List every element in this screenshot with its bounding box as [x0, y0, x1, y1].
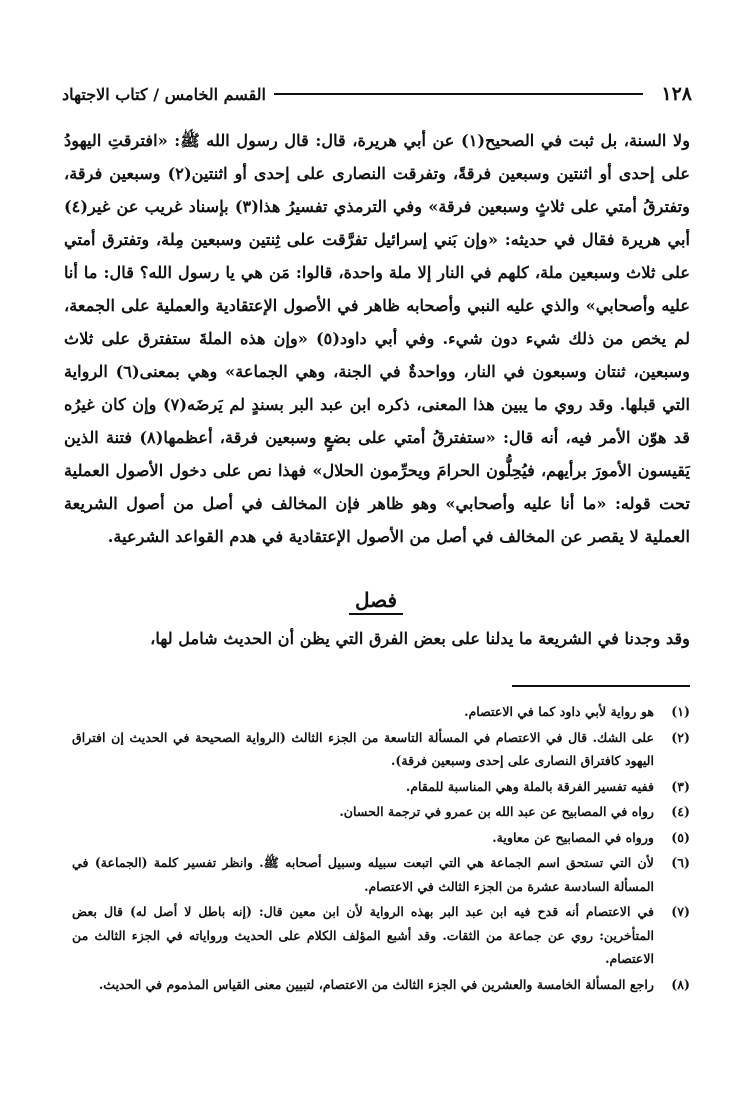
footnote-item — [72, 973, 690, 997]
running-title: القسم الخامس / كتاب الاجتهاد — [62, 84, 266, 104]
section-text: وقد وجدنا في الشريعة ما يدلنا على بعض الفرق التي يظن أن الحديث شامل لها، — [150, 629, 690, 648]
footnote-item — [72, 826, 690, 850]
section-heading — [0, 588, 752, 612]
page-header — [62, 78, 692, 110]
section-heading-text: فصل — [349, 588, 403, 615]
footnote-number: (٢) — [671, 729, 690, 745]
footnote-number: (٦) — [671, 855, 690, 870]
footnote-item — [72, 700, 690, 724]
footnote-number: (١) — [671, 704, 690, 719]
footnote-text: رواه في المصابيح عن عبد الله بن عمرو في ترجمة الحسان. — [339, 804, 654, 819]
footnote-number: (٨) — [671, 976, 690, 992]
footnote-text: ورواه في المصابيح عن معاوية. — [492, 829, 654, 845]
main-paragraph: ولا السنة، بل ثبت في الصحيح(١) عن أبي هريرة، قال: قال رسول الله ﷺ: «افترقتِ اليهودُ على إحدى أو اثنتين وسبعين فرقةً، وتفرقت النصارى على إحدى أو اثنتين(٢) وسبعين فرقة، وتفترقُ أمتي على ثلاثٍ وسبعين فرقة» وفي الترمذي تفسيرُ هذا(٣) بإسناد غريب عن غير(٤) أبي هريرة فقال في حديثه: «وإن بَني إسرائيل تفرَّقت على ثِنتين وسبعين مِلة، وتفترق أمتي على ثلاث وسبعين ملة، كلهم في النار إلا ملة واحدة، قالوا: مَن هي يا رسول الله؟ قال: ما أنا عليه وأصحابي» والذي عليه النبي وأصحابه ظاهر في الأصول الإعتقادية والعملية على الجمعة، لم يخص من ذلك شيء دون شيء. وفي أبي داود(٥) «وإن هذه الملةَ ستفترق على ثلاث وسبعين، ثنتان وسبعون في النار، وواحدةٌ في الجنة، وهي الجماعة» وهي بمعنى(٦) الرواية التي قبلها. وقد روي ما يبين هذا المعنى، ذكره ابن عبد البر بسندٍ لم يَرضَه(٧) وإن كان غيرُه قد هوّن الأمر فيه، أنه قال: «ستفترقُ أمتي على بضعٍ وسبعين فرقة، أعظمها(٨) فتنة الذين يَقيسون الأمورَ برأيهم، فيُحِلُّون الحرامَ ويحرِّمون الحلال» فهذا نص على دخول الأصول العملية تحت قوله: «ما أنا عليه وأصحابي» وهو ظاهر فإن المخالف في أصل من أصول الشريعة العملية لا يقصر عن المخالف في أصل من الأصول الإعتقادية في هدم القواعد الشرعية. — [64, 131, 691, 546]
footnote-number: (٧) — [671, 904, 690, 919]
footnote-text: لأن التي تستحق اسم الجماعة هي التي اتبعت سبيله وسبيل أصحابه ﷺ. وانظر تفسير كلمة (الجماعة) في المسألة السادسة عشرة من الجزء الثالث في الاعتصام. — [72, 855, 654, 894]
footnote-text: ففيه تفسير الفرقة بالملة وهي المناسبة للمقام. — [405, 778, 654, 794]
page-number: ١٢٨ — [661, 83, 692, 105]
main-text — [64, 124, 690, 553]
header-rule — [274, 93, 643, 95]
footnote-text: راجع المسألة الخامسة والعشرين في الجزء الثالث من الاعتصام، لتبيين معنى القياس المذموم في الحديث. — [98, 976, 654, 992]
footnote-text: على الشك. قال في الاعتصام في المسألة التاسعة من الجزء الثالث (الرواية الصحيحة في الحديث إن افتراق اليهود كافتراق النصارى على إحدى وسبعين فرقة). — [72, 729, 654, 768]
footnote-text: هو رواية لأبي داود كما في الاعتصام. — [464, 704, 654, 719]
footnote-item — [72, 851, 690, 898]
footnote-number: (٥) — [671, 829, 690, 845]
footnote-number: (٣) — [671, 778, 690, 794]
footnote-number: (٤) — [671, 804, 690, 819]
footnote-item — [72, 800, 690, 824]
footnote-text: في الاعتصام أنه قدح فيه ابن عبد البر بهذه الرواية لأن ابن معين قال: (إنه باطل لا أصل له) قال بعض المتأخرين: روي عن جماعة من الثقات. وقد أشبع المؤلف الكلام على الحديث ورواياته في الجزء الثالث من الاعتصام. — [72, 904, 654, 966]
footnote-item — [72, 900, 690, 971]
footnotes — [72, 700, 690, 998]
footnote-item — [72, 726, 690, 773]
footnote-item — [72, 775, 690, 799]
footnote-separator — [512, 685, 690, 687]
